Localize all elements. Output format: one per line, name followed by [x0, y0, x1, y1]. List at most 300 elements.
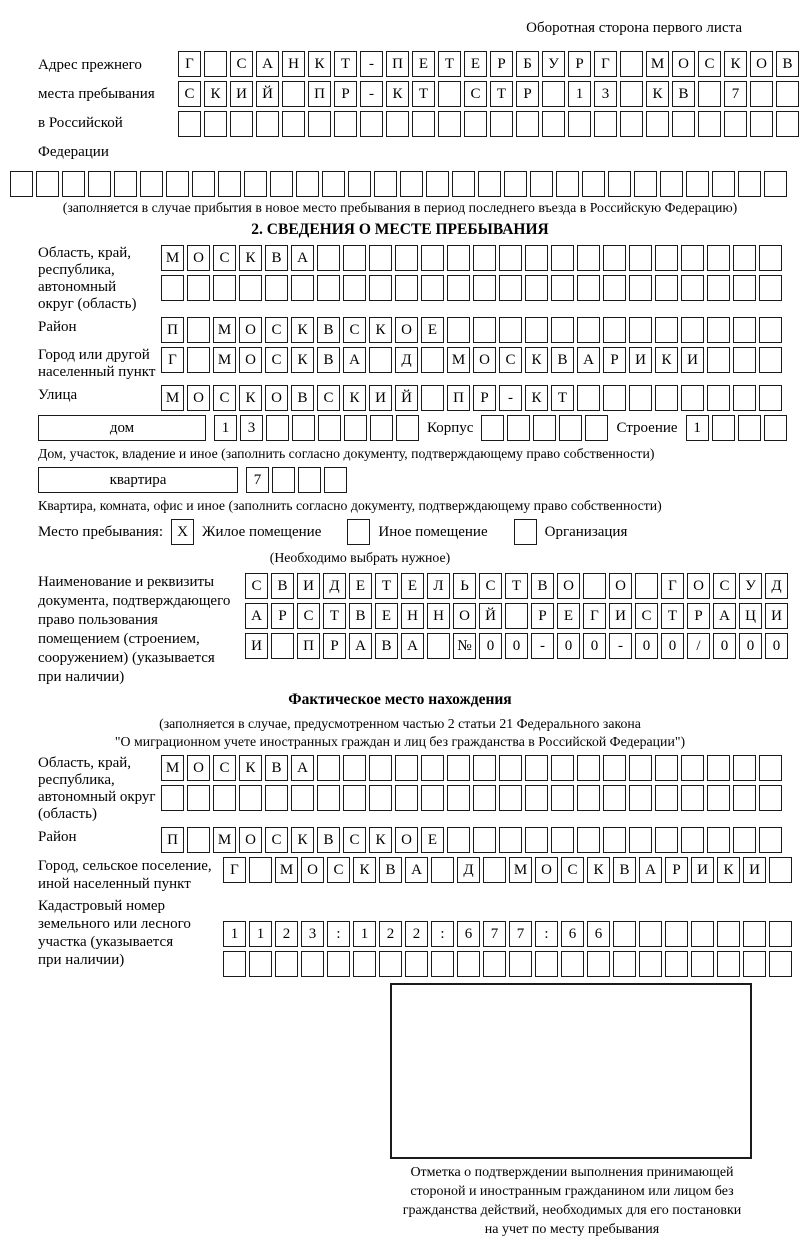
char-cell[interactable]: К: [386, 81, 409, 107]
char-cell[interactable]: К: [655, 347, 678, 373]
char-cell[interactable]: Г: [223, 857, 246, 883]
char-cell[interactable]: С: [479, 573, 502, 599]
char-cell[interactable]: [369, 245, 392, 271]
char-cell[interactable]: О: [687, 573, 710, 599]
char-cell[interactable]: [483, 857, 506, 883]
char-cell[interactable]: В: [271, 573, 294, 599]
char-cell[interactable]: [447, 827, 470, 853]
char-cell[interactable]: И: [743, 857, 766, 883]
char-cell[interactable]: [776, 81, 799, 107]
char-cell[interactable]: [707, 755, 730, 781]
char-cell[interactable]: [603, 275, 626, 301]
char-cell[interactable]: 0: [479, 633, 502, 659]
char-cell[interactable]: [759, 317, 782, 343]
char-cell[interactable]: [499, 275, 522, 301]
char-cell[interactable]: [733, 827, 756, 853]
char-cell[interactable]: [577, 275, 600, 301]
char-cell[interactable]: К: [343, 385, 366, 411]
char-cell[interactable]: Ц: [739, 603, 762, 629]
char-cell[interactable]: [672, 111, 695, 137]
char-cell[interactable]: К: [353, 857, 376, 883]
char-cell[interactable]: 7: [724, 81, 747, 107]
char-cell[interactable]: 7: [483, 921, 506, 947]
char-cell[interactable]: [691, 951, 714, 977]
char-cell[interactable]: Л: [427, 573, 450, 599]
char-cell[interactable]: [379, 951, 402, 977]
char-cell[interactable]: К: [525, 347, 548, 373]
char-cell[interactable]: [161, 785, 184, 811]
char-cell[interactable]: [738, 415, 761, 441]
char-cell[interactable]: [707, 317, 730, 343]
char-cell[interactable]: Т: [412, 81, 435, 107]
char-cell[interactable]: [412, 111, 435, 137]
char-cell[interactable]: [577, 317, 600, 343]
char-cell[interactable]: С: [265, 827, 288, 853]
char-cell[interactable]: П: [308, 81, 331, 107]
char-cell[interactable]: М: [275, 857, 298, 883]
char-cell[interactable]: [634, 171, 657, 197]
char-cell[interactable]: [282, 81, 305, 107]
char-cell[interactable]: [62, 171, 85, 197]
char-cell[interactable]: Р: [473, 385, 496, 411]
char-cell[interactable]: Е: [401, 573, 424, 599]
char-cell[interactable]: [374, 171, 397, 197]
char-cell[interactable]: [504, 171, 527, 197]
char-cell[interactable]: [707, 385, 730, 411]
char-cell[interactable]: 1: [214, 415, 237, 441]
char-cell[interactable]: С: [317, 385, 340, 411]
char-cell[interactable]: [577, 785, 600, 811]
char-cell[interactable]: Г: [178, 51, 201, 77]
char-cell[interactable]: [533, 415, 556, 441]
char-cell[interactable]: О: [265, 385, 288, 411]
char-cell[interactable]: И: [609, 603, 632, 629]
char-cell[interactable]: [478, 171, 501, 197]
char-cell[interactable]: [620, 51, 643, 77]
char-cell[interactable]: [396, 415, 419, 441]
char-cell[interactable]: В: [317, 827, 340, 853]
char-cell[interactable]: [587, 951, 610, 977]
char-cell[interactable]: [249, 951, 272, 977]
char-cell[interactable]: 0: [713, 633, 736, 659]
char-cell[interactable]: [10, 171, 33, 197]
char-cell[interactable]: 2: [379, 921, 402, 947]
char-cell[interactable]: Р: [334, 81, 357, 107]
char-cell[interactable]: [635, 573, 658, 599]
char-cell[interactable]: [551, 755, 574, 781]
char-cell[interactable]: [187, 275, 210, 301]
char-cell[interactable]: 7: [246, 467, 269, 493]
char-cell[interactable]: О: [239, 317, 262, 343]
char-cell[interactable]: Р: [665, 857, 688, 883]
char-cell[interactable]: [499, 785, 522, 811]
char-cell[interactable]: [707, 245, 730, 271]
char-cell[interactable]: [473, 827, 496, 853]
char-cell[interactable]: М: [646, 51, 669, 77]
char-cell[interactable]: [759, 827, 782, 853]
char-cell[interactable]: А: [245, 603, 268, 629]
char-cell[interactable]: [421, 785, 444, 811]
char-cell[interactable]: [88, 171, 111, 197]
char-cell[interactable]: К: [369, 827, 392, 853]
char-cell[interactable]: [505, 603, 528, 629]
char-cell[interactable]: С: [635, 603, 658, 629]
char-cell[interactable]: :: [535, 921, 558, 947]
char-cell[interactable]: [218, 171, 241, 197]
char-cell[interactable]: [691, 921, 714, 947]
char-cell[interactable]: [499, 755, 522, 781]
char-cell[interactable]: [681, 317, 704, 343]
char-cell[interactable]: [473, 275, 496, 301]
char-cell[interactable]: [292, 415, 315, 441]
char-cell[interactable]: Т: [505, 573, 528, 599]
char-cell[interactable]: [733, 785, 756, 811]
char-cell[interactable]: Р: [687, 603, 710, 629]
char-cell[interactable]: С: [213, 245, 236, 271]
char-cell[interactable]: [629, 755, 652, 781]
char-cell[interactable]: [525, 245, 548, 271]
char-cell[interactable]: 0: [505, 633, 528, 659]
char-cell[interactable]: Е: [412, 51, 435, 77]
char-cell[interactable]: С: [561, 857, 584, 883]
char-cell[interactable]: [296, 171, 319, 197]
char-cell[interactable]: [317, 275, 340, 301]
char-cell[interactable]: [561, 951, 584, 977]
char-cell[interactable]: [707, 785, 730, 811]
char-cell[interactable]: [324, 467, 347, 493]
char-cell[interactable]: [204, 51, 227, 77]
char-cell[interactable]: [360, 111, 383, 137]
char-cell[interactable]: [724, 111, 747, 137]
char-cell[interactable]: [473, 245, 496, 271]
char-cell[interactable]: [733, 317, 756, 343]
char-cell[interactable]: [452, 171, 475, 197]
char-cell[interactable]: Д: [765, 573, 788, 599]
char-cell[interactable]: [343, 275, 366, 301]
char-cell[interactable]: [655, 317, 678, 343]
char-cell[interactable]: [582, 171, 605, 197]
char-cell[interactable]: [178, 111, 201, 137]
char-cell[interactable]: [308, 111, 331, 137]
char-cell[interactable]: С: [713, 573, 736, 599]
char-cell[interactable]: [759, 785, 782, 811]
char-cell[interactable]: А: [713, 603, 736, 629]
char-cell[interactable]: [516, 111, 539, 137]
char-cell[interactable]: Е: [421, 827, 444, 853]
char-cell[interactable]: 0: [557, 633, 580, 659]
char-cell[interactable]: 6: [587, 921, 610, 947]
char-cell[interactable]: К: [587, 857, 610, 883]
char-cell[interactable]: [759, 347, 782, 373]
char-cell[interactable]: Й: [479, 603, 502, 629]
char-cell[interactable]: [743, 951, 766, 977]
char-cell[interactable]: [421, 275, 444, 301]
char-cell[interactable]: :: [327, 921, 350, 947]
char-cell[interactable]: П: [161, 317, 184, 343]
char-cell[interactable]: [733, 347, 756, 373]
char-cell[interactable]: [733, 755, 756, 781]
char-cell[interactable]: [140, 171, 163, 197]
char-cell[interactable]: О: [535, 857, 558, 883]
char-cell[interactable]: О: [750, 51, 773, 77]
char-cell[interactable]: О: [187, 385, 210, 411]
char-cell[interactable]: [620, 111, 643, 137]
char-cell[interactable]: [369, 785, 392, 811]
char-cell[interactable]: [327, 951, 350, 977]
char-cell[interactable]: К: [239, 755, 262, 781]
char-cell[interactable]: О: [395, 317, 418, 343]
char-cell[interactable]: [530, 171, 553, 197]
char-cell[interactable]: С: [327, 857, 350, 883]
char-cell[interactable]: А: [343, 347, 366, 373]
char-cell[interactable]: [344, 415, 367, 441]
char-cell[interactable]: [499, 245, 522, 271]
char-cell[interactable]: Г: [161, 347, 184, 373]
char-cell[interactable]: В: [613, 857, 636, 883]
char-cell[interactable]: О: [609, 573, 632, 599]
char-cell[interactable]: [655, 245, 678, 271]
char-cell[interactable]: О: [187, 245, 210, 271]
char-cell[interactable]: К: [646, 81, 669, 107]
char-cell[interactable]: [707, 827, 730, 853]
char-cell[interactable]: [36, 171, 59, 197]
char-cell[interactable]: [275, 951, 298, 977]
char-cell[interactable]: Т: [490, 81, 513, 107]
char-cell[interactable]: [192, 171, 215, 197]
char-cell[interactable]: [603, 785, 626, 811]
char-cell[interactable]: [542, 81, 565, 107]
char-cell[interactable]: И: [297, 573, 320, 599]
char-cell[interactable]: В: [349, 603, 372, 629]
char-cell[interactable]: [473, 755, 496, 781]
char-cell[interactable]: [639, 921, 662, 947]
char-cell[interactable]: [769, 951, 792, 977]
char-cell[interactable]: [334, 111, 357, 137]
char-cell[interactable]: [733, 245, 756, 271]
char-cell[interactable]: С: [230, 51, 253, 77]
char-cell[interactable]: Т: [334, 51, 357, 77]
char-cell[interactable]: И: [629, 347, 652, 373]
char-cell[interactable]: [712, 415, 735, 441]
char-cell[interactable]: [655, 785, 678, 811]
char-cell[interactable]: В: [551, 347, 574, 373]
char-cell[interactable]: С: [499, 347, 522, 373]
char-cell[interactable]: Е: [557, 603, 580, 629]
char-cell[interactable]: О: [473, 347, 496, 373]
char-cell[interactable]: [525, 827, 548, 853]
char-cell[interactable]: [473, 317, 496, 343]
char-cell[interactable]: 1: [249, 921, 272, 947]
char-cell[interactable]: [764, 171, 787, 197]
char-cell[interactable]: [265, 275, 288, 301]
char-cell[interactable]: [447, 755, 470, 781]
char-cell[interactable]: Н: [401, 603, 424, 629]
char-cell[interactable]: [370, 415, 393, 441]
char-cell[interactable]: [525, 755, 548, 781]
char-cell[interactable]: [681, 755, 704, 781]
char-cell[interactable]: [490, 111, 513, 137]
char-cell[interactable]: [646, 111, 669, 137]
char-cell[interactable]: П: [447, 385, 470, 411]
char-cell[interactable]: [447, 785, 470, 811]
stay-type-checkbox-residential[interactable]: X: [171, 519, 194, 545]
char-cell[interactable]: :: [431, 921, 454, 947]
char-cell[interactable]: 0: [661, 633, 684, 659]
char-cell[interactable]: Т: [438, 51, 461, 77]
char-cell[interactable]: Г: [661, 573, 684, 599]
char-cell[interactable]: [686, 171, 709, 197]
char-cell[interactable]: 2: [405, 921, 428, 947]
char-cell[interactable]: [166, 171, 189, 197]
char-cell[interactable]: [464, 111, 487, 137]
char-cell[interactable]: А: [256, 51, 279, 77]
char-cell[interactable]: [665, 951, 688, 977]
char-cell[interactable]: 1: [353, 921, 376, 947]
char-cell[interactable]: С: [343, 827, 366, 853]
char-cell[interactable]: [421, 755, 444, 781]
char-cell[interactable]: М: [447, 347, 470, 373]
stay-type-checkbox-other[interactable]: [347, 519, 370, 545]
char-cell[interactable]: -: [499, 385, 522, 411]
char-cell[interactable]: Н: [282, 51, 305, 77]
char-cell[interactable]: А: [401, 633, 424, 659]
char-cell[interactable]: А: [577, 347, 600, 373]
char-cell[interactable]: -: [360, 81, 383, 107]
char-cell[interactable]: [583, 573, 606, 599]
char-cell[interactable]: Й: [395, 385, 418, 411]
char-cell[interactable]: С: [343, 317, 366, 343]
char-cell[interactable]: И: [369, 385, 392, 411]
char-cell[interactable]: [620, 81, 643, 107]
char-cell[interactable]: [438, 111, 461, 137]
char-cell[interactable]: 1: [568, 81, 591, 107]
char-cell[interactable]: А: [405, 857, 428, 883]
char-cell[interactable]: К: [717, 857, 740, 883]
char-cell[interactable]: В: [265, 245, 288, 271]
char-cell[interactable]: Е: [349, 573, 372, 599]
char-cell[interactable]: О: [453, 603, 476, 629]
char-cell[interactable]: [577, 245, 600, 271]
char-cell[interactable]: Т: [551, 385, 574, 411]
char-cell[interactable]: 7: [509, 921, 532, 947]
char-cell[interactable]: П: [297, 633, 320, 659]
char-cell[interactable]: [369, 755, 392, 781]
char-cell[interactable]: Е: [421, 317, 444, 343]
char-cell[interactable]: [712, 171, 735, 197]
char-cell[interactable]: О: [672, 51, 695, 77]
char-cell[interactable]: К: [369, 317, 392, 343]
char-cell[interactable]: [655, 385, 678, 411]
char-cell[interactable]: [395, 245, 418, 271]
char-cell[interactable]: [427, 633, 450, 659]
stay-type-checkbox-organization[interactable]: [514, 519, 537, 545]
char-cell[interactable]: В: [776, 51, 799, 77]
char-cell[interactable]: [717, 921, 740, 947]
char-cell[interactable]: 3: [594, 81, 617, 107]
char-cell[interactable]: [681, 275, 704, 301]
char-cell[interactable]: [655, 827, 678, 853]
char-cell[interactable]: Д: [323, 573, 346, 599]
char-cell[interactable]: О: [557, 573, 580, 599]
char-cell[interactable]: К: [204, 81, 227, 107]
char-cell[interactable]: [707, 347, 730, 373]
char-cell[interactable]: [613, 951, 636, 977]
char-cell[interactable]: [577, 755, 600, 781]
char-cell[interactable]: Р: [531, 603, 554, 629]
char-cell[interactable]: [707, 275, 730, 301]
char-cell[interactable]: [187, 317, 210, 343]
char-cell[interactable]: П: [386, 51, 409, 77]
char-cell[interactable]: [187, 827, 210, 853]
char-cell[interactable]: С: [245, 573, 268, 599]
char-cell[interactable]: [499, 827, 522, 853]
char-cell[interactable]: [343, 785, 366, 811]
char-cell[interactable]: М: [161, 755, 184, 781]
char-cell[interactable]: [542, 111, 565, 137]
char-cell[interactable]: [270, 171, 293, 197]
char-cell[interactable]: [256, 111, 279, 137]
char-cell[interactable]: [594, 111, 617, 137]
char-cell[interactable]: М: [161, 245, 184, 271]
char-cell[interactable]: В: [265, 755, 288, 781]
char-cell[interactable]: [249, 857, 272, 883]
char-cell[interactable]: [223, 951, 246, 977]
char-cell[interactable]: В: [375, 633, 398, 659]
char-cell[interactable]: [431, 951, 454, 977]
char-cell[interactable]: [603, 317, 626, 343]
char-cell[interactable]: 6: [561, 921, 584, 947]
char-cell[interactable]: [322, 171, 345, 197]
char-cell[interactable]: В: [531, 573, 554, 599]
char-cell[interactable]: [438, 81, 461, 107]
char-cell[interactable]: [629, 785, 652, 811]
char-cell[interactable]: [585, 415, 608, 441]
char-cell[interactable]: [266, 415, 289, 441]
char-cell[interactable]: [603, 245, 626, 271]
char-cell[interactable]: [738, 171, 761, 197]
char-cell[interactable]: 2: [275, 921, 298, 947]
char-cell[interactable]: [291, 275, 314, 301]
char-cell[interactable]: Е: [375, 603, 398, 629]
char-cell[interactable]: [759, 245, 782, 271]
char-cell[interactable]: У: [739, 573, 762, 599]
char-cell[interactable]: М: [213, 347, 236, 373]
char-cell[interactable]: [282, 111, 305, 137]
char-cell[interactable]: [750, 81, 773, 107]
char-cell[interactable]: [421, 385, 444, 411]
char-cell[interactable]: [301, 951, 324, 977]
char-cell[interactable]: [733, 275, 756, 301]
char-cell[interactable]: [698, 111, 721, 137]
char-cell[interactable]: К: [291, 317, 314, 343]
char-cell[interactable]: У: [542, 51, 565, 77]
char-cell[interactable]: [395, 275, 418, 301]
char-cell[interactable]: [265, 785, 288, 811]
char-cell[interactable]: [681, 827, 704, 853]
char-cell[interactable]: [244, 171, 267, 197]
char-cell[interactable]: [629, 385, 652, 411]
char-cell[interactable]: [525, 785, 548, 811]
char-cell[interactable]: Р: [516, 81, 539, 107]
char-cell[interactable]: [386, 111, 409, 137]
char-cell[interactable]: [535, 951, 558, 977]
char-cell[interactable]: К: [291, 347, 314, 373]
char-cell[interactable]: М: [213, 317, 236, 343]
char-cell[interactable]: С: [265, 347, 288, 373]
char-cell[interactable]: Т: [661, 603, 684, 629]
char-cell[interactable]: 1: [686, 415, 709, 441]
char-cell[interactable]: [629, 245, 652, 271]
